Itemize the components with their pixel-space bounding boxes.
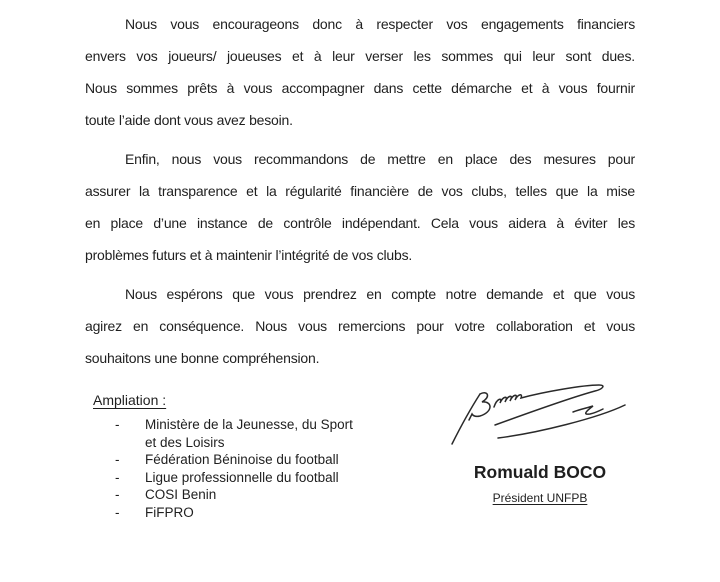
body-line: assurer la transparence et la régularité financière de vos clubs, telles que la mise [85,183,635,199]
list-item [115,434,395,452]
paragraph [85,8,635,136]
ampliation-list [115,416,395,521]
list-item-label: Ministère de la Jeunesse, du Sport [145,417,353,432]
paragraph [85,143,635,271]
list-item [115,451,395,469]
body-line: Nous vous encourageons donc à respecter vos engagements financiers [125,16,635,32]
bullet-dash: - [115,452,120,467]
body-line: toute l’aide dont vous avez besoin. [85,112,293,128]
signatory-name: Romuald BOCO [473,462,607,482]
bullet-dash: - [115,469,120,485]
list-item-label: FiFPRO [145,504,194,520]
body-line: problèmes futurs et à maintenir l’intégrité de vos clubs. [85,247,413,263]
ampliation-heading: Ampliation : [93,392,167,408]
body-line: agirez en conséquence. Nous vous remercions pour votre collaboration et vous [85,318,635,334]
body-line: Enfin, nous vous recommandons de mettre en place des mesures pour [125,151,635,167]
body-line: en place d’une instance de contrôle indépendant. Cela vous aidera à éviter les [85,215,635,231]
body-line: envers vos joueurs/ joueuses et à leur verser les sommes qui leur sont dues. [85,48,635,64]
body-line: Nous sommes prêts à vous accompagner dans cette démarche et à vous fournir [85,80,635,96]
body-line: Nous espérons que vous prendrez en compte notre demande et que vous [125,286,635,302]
bullet-dash [115,434,145,452]
list-item [115,504,395,522]
paragraph [85,278,635,374]
signatory-title: Président UNFPB [492,491,588,505]
body-line: souhaitons une bonne compréhension. [85,350,320,366]
list-item-label: COSI Benin [145,487,217,502]
signature-image [443,380,638,446]
bullet-dash: - [115,504,120,520]
bullet-dash: - [115,487,120,502]
list-item-label: et des Loisirs [145,434,225,450]
list-item [115,416,395,434]
list-item-label: Ligue professionnelle du football [145,469,339,485]
list-item [115,469,395,487]
bullet-dash: - [115,417,120,432]
list-item [115,486,395,504]
list-item-label: Fédération Béninoise du football [145,452,339,467]
letter-body [85,8,635,381]
